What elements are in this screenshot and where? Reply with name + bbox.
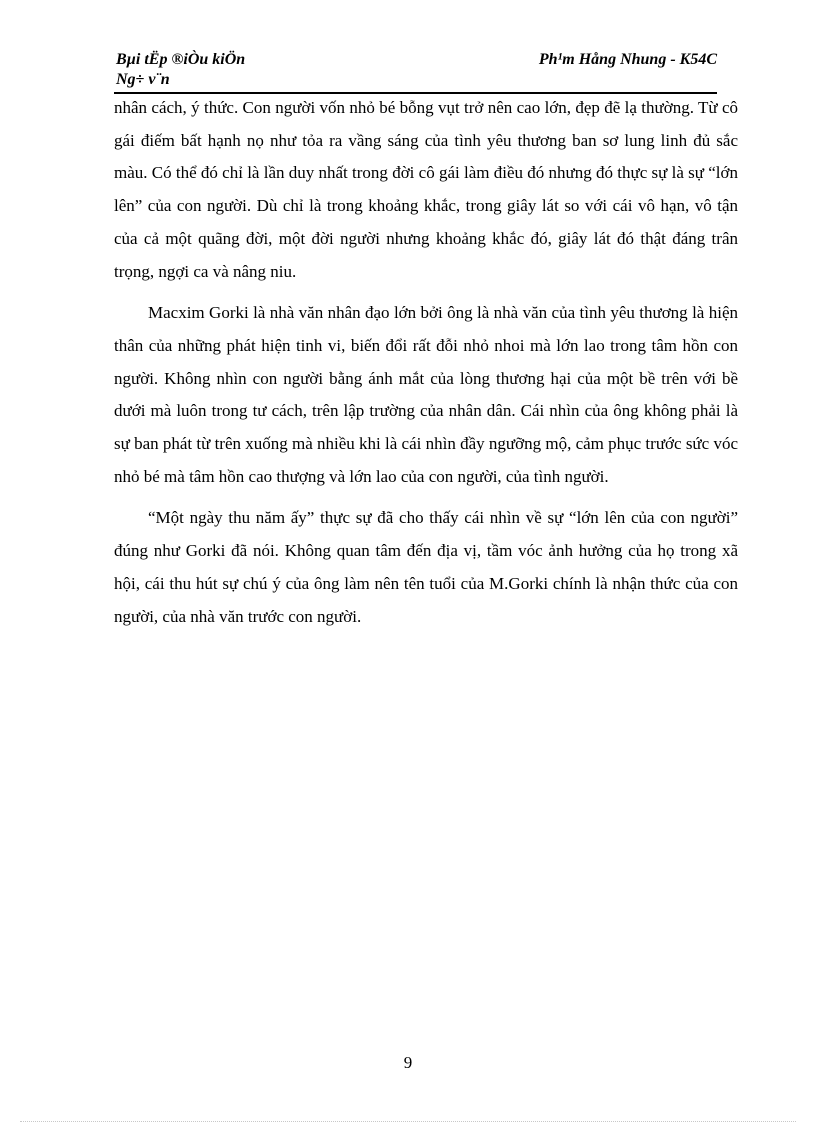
page-number: 9 (403, 1053, 413, 1072)
page-header (114, 50, 717, 94)
paragraph-2: Macxim Gorki là nhà văn nhân đạo lớn bởi ông là nhà văn của tình yêu thương là hiện thân của những phát hiện tinh vi, biến đổi rất đỗi nhỏ nhoi mà lớn lao trong tâm hồn con người. Không nhìn con người bằng ánh mắt của lòng thương hại của một bề trên với bề dưới mà luôn trong tư cách, trên lập trường của nhân dân. Cái nhìn của ông không phải là sự ban phát từ trên xuống mà nhiều khi là cái nhìn đầy ngưỡng mộ, cảm phục trước sức vóc nhỏ bé mà tâm hồn cao thượng và lớn lao của con người, của tình người. (114, 303, 738, 486)
header-left (116, 50, 245, 90)
paragraph-3: “Một ngày thu năm ấy” thực sự đã cho thấy cái nhìn về sự “lớn lên của con người” đúng như Gorki đã nói. Không quan tâm đến địa vị, tầm vóc ảnh hưởng của họ trong xã hội, cái thu hút sự chú ý của ông làm nên tên tuổi của M.Gorki chính là nhận thức của con người, của nhà văn trước con người. (114, 508, 738, 626)
header-title: Bµi tËp ®iÒu kiÖn (116, 51, 246, 68)
paragraph-1: nhân cách, ý thức. Con người vốn nhỏ bé bỗng vụt trở nên cao lớn, đẹp đẽ lạ thường. Từ cô gái điếm bất hạnh nọ như tỏa ra vầng sáng của tình yêu thương ban sơ lung linh đủ sắc màu. Có thể đó chỉ là lần duy nhất trong đời cô gái làm điều đó nhưng đó thực sự là sự “lớn lên” của con người. Dù chỉ là trong khoảng khắc, trong giây lát so với cái vô hạn, vô tận của cả một quãng đời, một đời người nhưng khoảng khắc đó, giây lát đó thật đáng trân trọng, ngợi ca và nâng niu. (114, 98, 738, 281)
page-bottom-divider (20, 1121, 796, 1122)
body-text (114, 92, 738, 642)
header-subject: Ng÷ v¨n (116, 71, 170, 88)
header-author: Ph¹m Hång Nhung - K54C (538, 51, 717, 68)
